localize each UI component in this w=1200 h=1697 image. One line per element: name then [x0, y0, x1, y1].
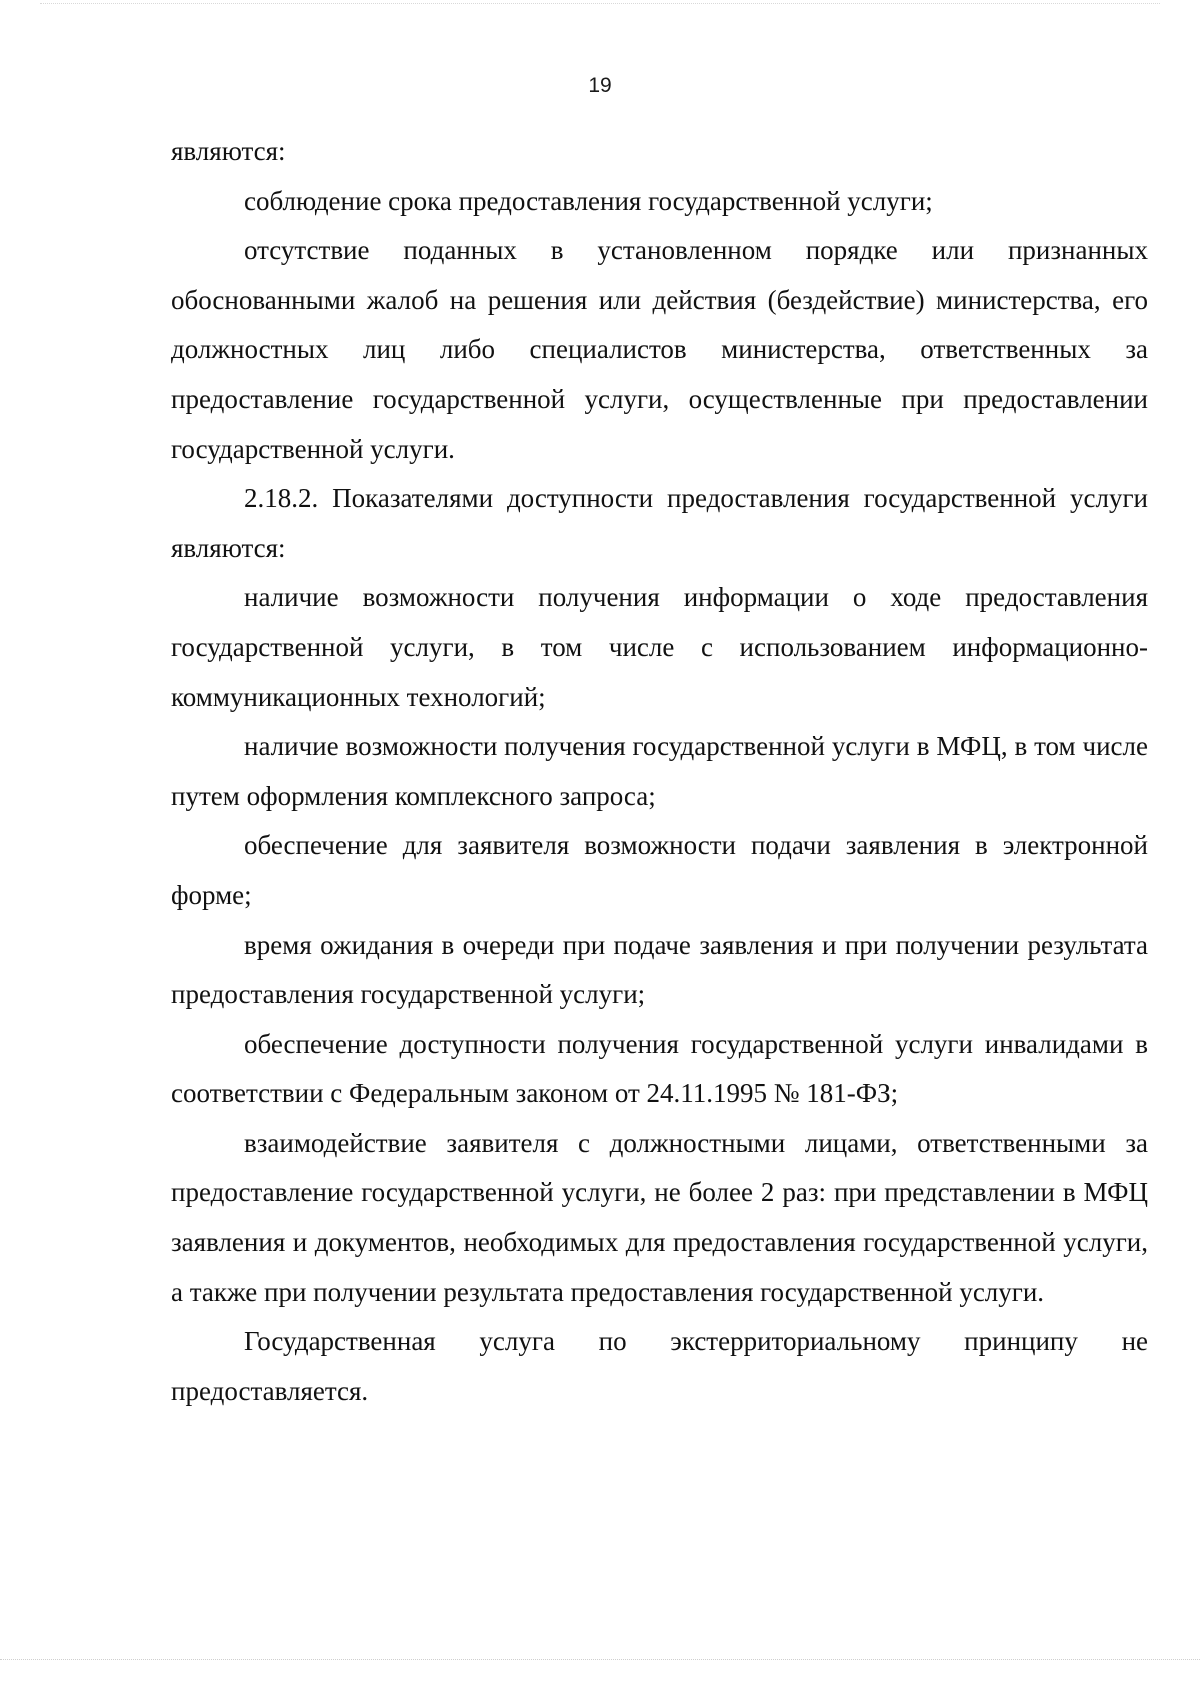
paragraph-progress-info: наличие возможности получения информации о ходе предоставления государственной услуги, в том числе с использованием информационно-коммуникационных технологий;	[171, 582, 1148, 712]
document-body	[171, 127, 1148, 1416]
paragraph-disability-access: обеспечение доступности получения государственной услуги инвалидами в соответствии с Федеральным законом от 24.11.1995 № 181-ФЗ;	[171, 1028, 1148, 1109]
paragraph-deadline-compliance: соблюдение срока предоставления государственной услуги;	[244, 185, 933, 216]
paragraph-2-18-2-heading: 2.18.2. Показателями доступности предоставления государственной услуги являются:	[171, 483, 1148, 563]
page-number: 19	[588, 74, 612, 97]
paragraph-extraterritorial: Государственная услуга по экстерриториальному принципу не предоставляется.	[171, 1326, 1148, 1406]
paragraph-interaction-limit: взаимодействие заявителя с должностными лицами, ответственными за предоставление государственной услуги, не более 2 раз: при представлении в МФЦ заявления и документов, необходимых для предоставления государственной услуги, а также при получении результата предоставления государственной услуги.	[171, 1127, 1148, 1307]
paragraph-queue-time: время ожидания в очереди при подаче заявления и при получении результата предоставления государственной услуги;	[171, 929, 1148, 1010]
paragraph-continuation: являются:	[171, 136, 286, 166]
paragraph-electronic-submission: обеспечение для заявителя возможности подачи заявления в электронной форме;	[171, 830, 1148, 910]
paragraph-no-complaints: отсутствие поданных в установленном порядке или признанных обоснованными жалоб на решения или действия (бездействие) министерства, его должностных лиц либо специалистов министерства, ответственных за предоставление государственной услуги, осуществленные при предоставлении государственной услуги.	[171, 235, 1148, 464]
scan-edge-top	[40, 3, 1160, 5]
scan-edge-bottom	[0, 1659, 1200, 1661]
paragraph-mfc-availability: наличие возможности получения государственной услуги в МФЦ, в том числе путем оформления комплексного запроса;	[171, 731, 1148, 811]
